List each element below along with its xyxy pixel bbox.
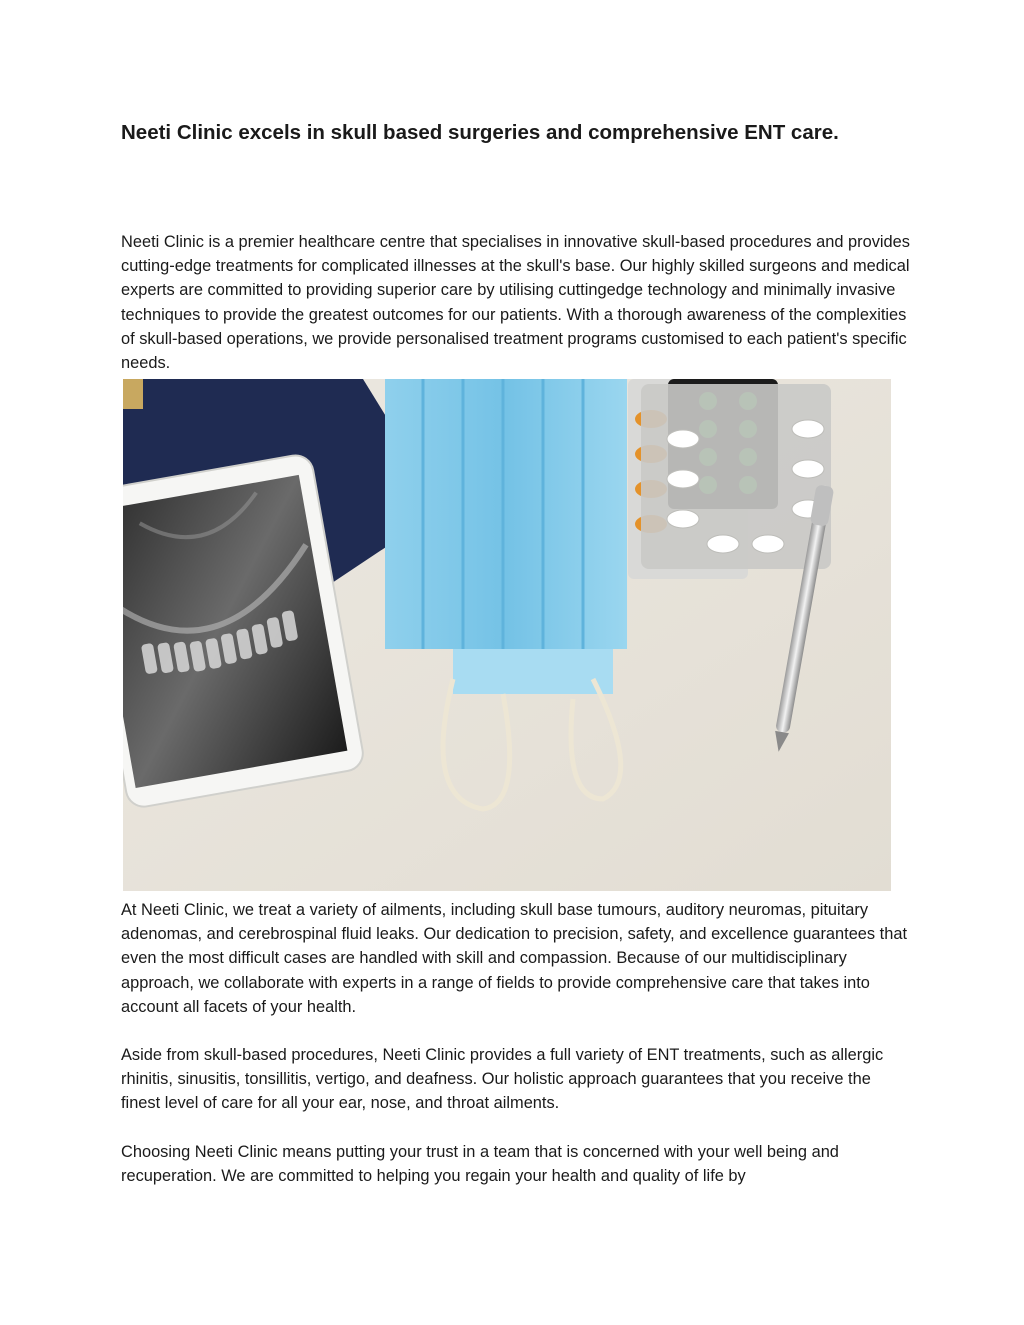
ent-treatments-paragraph: Aside from skull-based procedures, Neeti Clinic provides a full variety of ENT treatments, such as allergic rhinitis, sinusitis, tonsillitis, vertigo, and deafness. Our holistic approach guarantees that you receive the finest level of care for all your ear, nose, and throat ailments. [121,1046,884,1113]
conditions-paragraph: At Neeti Clinic, we treat a variety of ailments, including skull base tumours, auditory neuromas, pituitary adenomas, and cerebrospinal fluid leaks. Our dedication to precision, safety, and excellence guarantees that even the most difficult cases are handled with skill and compassion. Because of our multidisciplinary approach, we collaborate with experts in a range of fields to provide comprehensive care that takes into account all facets of your health. [121,901,908,1016]
clinic-illustration-image [123,379,891,891]
closing-paragraph: Choosing Neeti Clinic means putting your trust in a team that is concerned with your well being and recuperation. We are committed to helping you regain your health and quality of life by [121,1143,839,1186]
document-title: Neeti Clinic excels in skull based surgeries and comprehensive ENT care. [121,121,839,144]
intro-paragraph: Neeti Clinic is a premier healthcare centre that specialises in innovative skull-based procedures and provides cutting-edge treatments for complicated illnesses at the skull's base. Our highly skilled surgeons and medical experts are committed to providing superior care by utilising cuttingedge technology and minimally invasive techniques to provide the greatest outcomes for our patients. With a thorough awareness of the complexities of skull-based operations, we provide personalised treatment programs customised to each patient's specific needs. [121,233,910,373]
